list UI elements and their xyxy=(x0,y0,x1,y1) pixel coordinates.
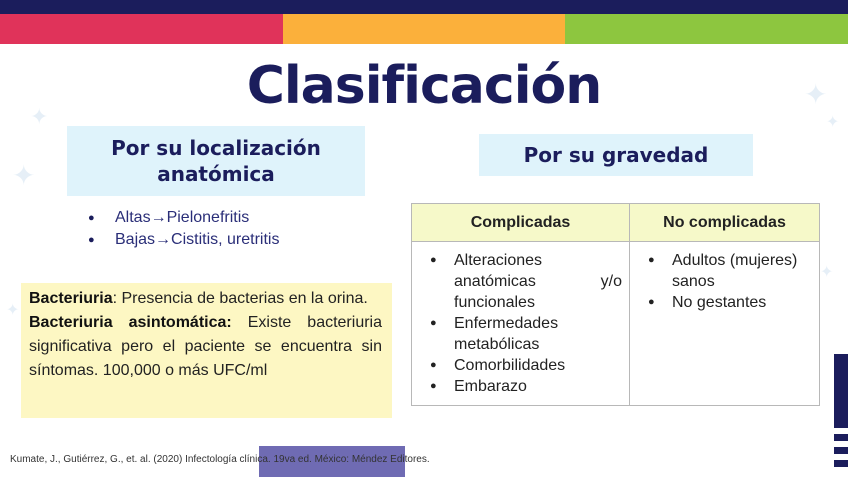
no-complicadas-list xyxy=(640,250,820,313)
bacteriuria-definition-box xyxy=(21,283,392,418)
column-divider xyxy=(629,242,630,405)
table-header-no-complicadas: No complicadas xyxy=(630,204,819,242)
list-item: ● Enfermedades metabólicas xyxy=(422,313,622,355)
sparkle-icon: ✦ xyxy=(826,114,840,131)
gravedad-heading: Por su gravedad xyxy=(479,134,753,176)
decorative-stripes xyxy=(834,354,848,477)
list-item-text: ● Alteraciones anatómicas y/o funcionales xyxy=(454,252,622,311)
localizacion-list xyxy=(88,207,279,251)
sparkle-icon: ✦ xyxy=(6,302,20,319)
reference-citation: Kumate, J., Gutiérrez, G., et. al. (2020) Infectología clínica. 19va ed. México: Méndez Editores. xyxy=(10,454,430,465)
red-stripe xyxy=(0,14,283,44)
list-item: ● Comorbilidades xyxy=(422,355,622,376)
list-item: ● Embarazo xyxy=(422,376,622,397)
page-title: Clasificación xyxy=(246,56,602,116)
green-stripe xyxy=(565,14,848,44)
asymptomatic-term: Bacteriuria asintomática: xyxy=(29,314,232,331)
list-item: ● Bajas→Cistitis, uretritis xyxy=(88,229,279,251)
table-header-complicadas: Complicadas xyxy=(412,204,630,242)
sparkle-icon: ✦ xyxy=(30,104,49,129)
bacteriuria-definition: : Presencia de bacterias en la orina. xyxy=(112,290,368,307)
list-item: ● Adultos (mujeres) sanos xyxy=(640,250,820,292)
top-navy-bar xyxy=(0,0,848,14)
list-item: ● No gestantes xyxy=(640,292,820,313)
sparkle-icon: ✦ xyxy=(12,160,36,191)
list-item xyxy=(422,250,622,313)
localizacion-heading: Por su localización anatómica xyxy=(67,126,365,196)
complicadas-list xyxy=(422,250,622,397)
sparkle-icon: ✦ xyxy=(804,79,828,110)
asymptomatic-definition: Existe bacteriuria significativa pero el paciente se encuentra sin síntomas. 100,000 o más UFC/ml xyxy=(29,314,382,379)
orange-stripe xyxy=(283,14,565,44)
sparkle-icon: ✦ xyxy=(820,264,834,281)
bacteriuria-term: Bacteriuria xyxy=(29,290,113,307)
list-item: ● Altas→Pielonefritis xyxy=(88,207,279,229)
severity-table xyxy=(411,203,820,406)
